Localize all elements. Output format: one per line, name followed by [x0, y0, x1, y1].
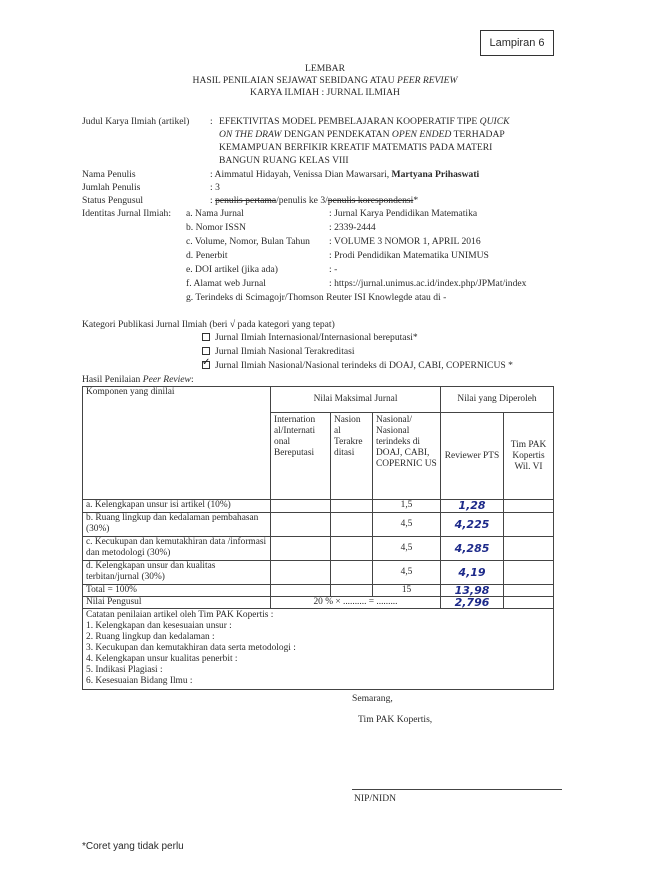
- cell-empty: [504, 537, 554, 561]
- row-max: 4,5: [373, 537, 441, 561]
- catatan-item: 5. Indikasi Plagiasi :: [86, 665, 163, 675]
- signature-line: [352, 789, 562, 790]
- kategori-option-1[interactable]: [202, 331, 418, 344]
- journal-b-value: : 2339-2444: [329, 222, 376, 233]
- header-nilai-maksimal: Nilai Maksimal Jurnal: [271, 387, 441, 413]
- kategori-option-3-label: Jurnal Ilmiah Nasional/Nasional terindeks di DOAJ, CABI, COPERNICUS *: [215, 360, 513, 371]
- cell-empty: [331, 500, 373, 513]
- table-row-catatan: [83, 609, 554, 690]
- cell-empty: [331, 585, 373, 597]
- nama-value: [210, 168, 479, 181]
- row-max: 1,5: [373, 500, 441, 513]
- cell-empty: [271, 561, 331, 585]
- row-label: c. Kecukupan dan kemutakhiran data /informasi dan metodologi (30%): [83, 537, 271, 561]
- catatan-item: 2. Ruang lingkup dan kedalaman :: [86, 632, 215, 642]
- nilai-formula: 20 % × .......... = .........: [271, 597, 441, 609]
- row-score-handwritten: 4,285: [441, 537, 504, 561]
- total-max: 15: [373, 585, 441, 597]
- status-colon: :: [210, 195, 216, 206]
- cell-empty: [331, 561, 373, 585]
- journal-d-value: : Prodi Pendidikan Matematika UNIMUS: [329, 250, 489, 261]
- total-label: Total = 100%: [83, 585, 271, 597]
- checkbox-nasional-terindeks[interactable]: [202, 361, 210, 369]
- row-label: b. Ruang lingkup dan kedalaman pembahasan (30%): [83, 513, 271, 537]
- journal-e-label: e. DOI artikel (jika ada): [186, 264, 278, 275]
- header-nasional-terakreditasi: Nasion al Terakre ditasi: [331, 413, 373, 500]
- status-star: *: [413, 195, 419, 206]
- journal-b-label: b. Nomor ISSN: [186, 222, 246, 233]
- nilai-score-handwritten: 2,796: [441, 597, 504, 609]
- row-score-handwritten: 4,19: [441, 561, 504, 585]
- status-strike-1: penulis pertama: [215, 195, 277, 206]
- journal-a-label: a. Nama Jurnal: [186, 208, 244, 219]
- row-label: a. Kelengkapan unsur isi artikel (10%): [83, 500, 271, 513]
- hasil-title: [82, 373, 194, 386]
- header-komponen: Komponen yang dinilai: [83, 387, 271, 500]
- judul-l1-text: EFEKTIVITAS MODEL PEMBELAJARAN KOOPERATIF TIPE: [219, 116, 480, 127]
- hasil-title-italic: Peer Review: [142, 374, 191, 385]
- judul-line-4: BANGUN RUANG KELAS VIII: [219, 155, 349, 166]
- catatan-item: 1. Kelengkapan dan kesesuaian unsur :: [86, 621, 232, 631]
- status-label: Status Pengusul: [82, 195, 144, 206]
- header-nasional-terindeks: Nasional/ Nasional terindeks di DOAJ, CABI, COPERNIC US: [373, 413, 441, 500]
- checkbox-internasional[interactable]: [202, 333, 210, 341]
- journal-c-value: : VOLUME 3 NOMOR 1, APRIL 2016: [329, 236, 481, 247]
- cell-empty: [504, 500, 554, 513]
- catatan-cell: [83, 609, 554, 690]
- table-row-total: [83, 585, 554, 597]
- judul-l2-italic-a: ON THE DRAW: [219, 129, 282, 140]
- signature-team: Tim PAK Kopertis,: [358, 714, 433, 725]
- header-internasional: Internation al/Internati onal Bereputasi: [271, 413, 331, 500]
- header-nilai-diperoleh: Nilai yang Diperoleh: [441, 387, 554, 413]
- cell-empty: [331, 513, 373, 537]
- judul-line-1: [219, 115, 510, 128]
- judul-l2-text-d: TERHADAP: [451, 129, 505, 140]
- journal-d-label: d. Penerbit: [186, 250, 228, 261]
- heading-line-2-italic: PEER REVIEW: [397, 75, 458, 86]
- cell-empty: [271, 537, 331, 561]
- cell-empty: [504, 513, 554, 537]
- journal-f-label: f. Alamat web Jurnal: [186, 278, 266, 289]
- status-value: [210, 194, 418, 207]
- status-strike-2: penulis korespondensi: [327, 195, 414, 206]
- kategori-option-2-label: Jurnal Ilmiah Nasional Terakreditasi: [215, 346, 355, 357]
- footnote: *Coret yang tidak perlu: [82, 841, 184, 852]
- table-row: [83, 500, 554, 513]
- row-max: 4,5: [373, 561, 441, 585]
- judul-line-3: KEMAMPUAN BERFIKIR KREATIF MATEMATIS PADA MATERI: [219, 142, 493, 153]
- checkbox-terakreditasi[interactable]: [202, 347, 210, 355]
- header-reviewer: Reviewer PTS: [441, 413, 504, 500]
- journal-a-value: : Jurnal Karya Pendidikan Matematika: [329, 208, 478, 219]
- row-label: d. Kelengkapan unsur dan kualitas terbitan/jurnal (30%): [83, 561, 271, 585]
- table-row-nilai: [83, 597, 554, 609]
- catatan-title: Catatan penilaian artikel oleh Tim PAK Kopertis :: [86, 610, 274, 620]
- cell-empty: [504, 585, 554, 597]
- jumlah-value: : 3: [210, 182, 220, 193]
- jumlah-label: Jumlah Penulis: [82, 182, 141, 193]
- total-score-handwritten: 13,98: [441, 585, 504, 597]
- judul-label: Judul Karya Ilmiah (artikel): [82, 116, 190, 127]
- judul-line-2: [219, 128, 505, 141]
- journal-g-label: g. Terindeks di Scimagojr/Thomson Reuter ISI Knowlegde atau di -: [186, 292, 447, 303]
- cell-empty: [504, 561, 554, 585]
- judul-l2-italic-c: OPEN ENDED: [391, 129, 452, 140]
- journal-f-value: : https://jurnal.unimus.ac.id/index.php/JPMat/index: [329, 278, 527, 289]
- cell-empty: [331, 537, 373, 561]
- journal-e-value: : -: [329, 264, 338, 275]
- assessment-table: [82, 386, 554, 690]
- catatan-item: 3. Kecukupan dan kemutakhiran data serta metodologi :: [86, 643, 296, 653]
- lampiran-box: Lampiran 6: [480, 30, 554, 56]
- judul-colon: :: [210, 116, 213, 127]
- cell-empty: [504, 597, 554, 609]
- nama-value-bold: Martyana Prihaswati: [391, 169, 480, 180]
- journal-c-label: c. Volume, Nomor, Bulan Tahun: [186, 236, 310, 247]
- judul-l2-text-b: DENGAN PENDEKATAN: [281, 129, 392, 140]
- identitas-label: Identitas Jurnal Ilmiah:: [82, 208, 171, 219]
- hasil-title-colon: :: [190, 374, 194, 385]
- catatan-item: 4. Kelengkapan unsur kualitas penerbit :: [86, 654, 238, 664]
- heading-line-2-text: HASIL PENILAIAN SEJAWAT SEBIDANG ATAU: [192, 75, 397, 86]
- nama-value-text: : Aimmatul Hidayah, Venissa Dian Mawarsari,: [210, 169, 392, 180]
- nama-label: Nama Penulis: [82, 169, 136, 180]
- kategori-option-2[interactable]: [202, 345, 355, 358]
- kategori-option-3[interactable]: [202, 359, 513, 372]
- hasil-title-text: Hasil Penilaian: [82, 374, 143, 385]
- kategori-title: Kategori Publikasi Jurnal Ilmiah (beri √ pada kategori yang tepat): [82, 319, 335, 330]
- row-score-handwritten: 4,225: [441, 513, 504, 537]
- catatan-item: 6. Kesesuaian Bidang Ilmu :: [86, 676, 193, 686]
- heading-line-3: KARYA ILMIAH : JURNAL ILMIAH: [250, 87, 400, 98]
- row-max: 4,5: [373, 513, 441, 537]
- signature-nip: NIP/NIDN: [354, 793, 397, 804]
- cell-empty: [271, 500, 331, 513]
- heading-line-1: LEMBAR: [305, 63, 345, 74]
- table-row: [83, 537, 554, 561]
- cell-empty: [271, 585, 331, 597]
- kategori-option-1-label: Jurnal Ilmiah Internasional/Internasional bereputasi*: [215, 332, 418, 343]
- table-row: [83, 561, 554, 585]
- nilai-label: Nilai Pengusul: [83, 597, 271, 609]
- judul-l1-italic: QUICK: [479, 116, 510, 127]
- status-mid: /penulis ke 3/: [276, 195, 328, 206]
- cell-empty: [271, 513, 331, 537]
- table-row: [83, 513, 554, 537]
- header-tim-pak: Tim PAK Kopertis Wil. VI: [504, 413, 554, 500]
- row-score-handwritten: 1,28: [441, 500, 504, 513]
- signature-city: Semarang,: [352, 693, 393, 704]
